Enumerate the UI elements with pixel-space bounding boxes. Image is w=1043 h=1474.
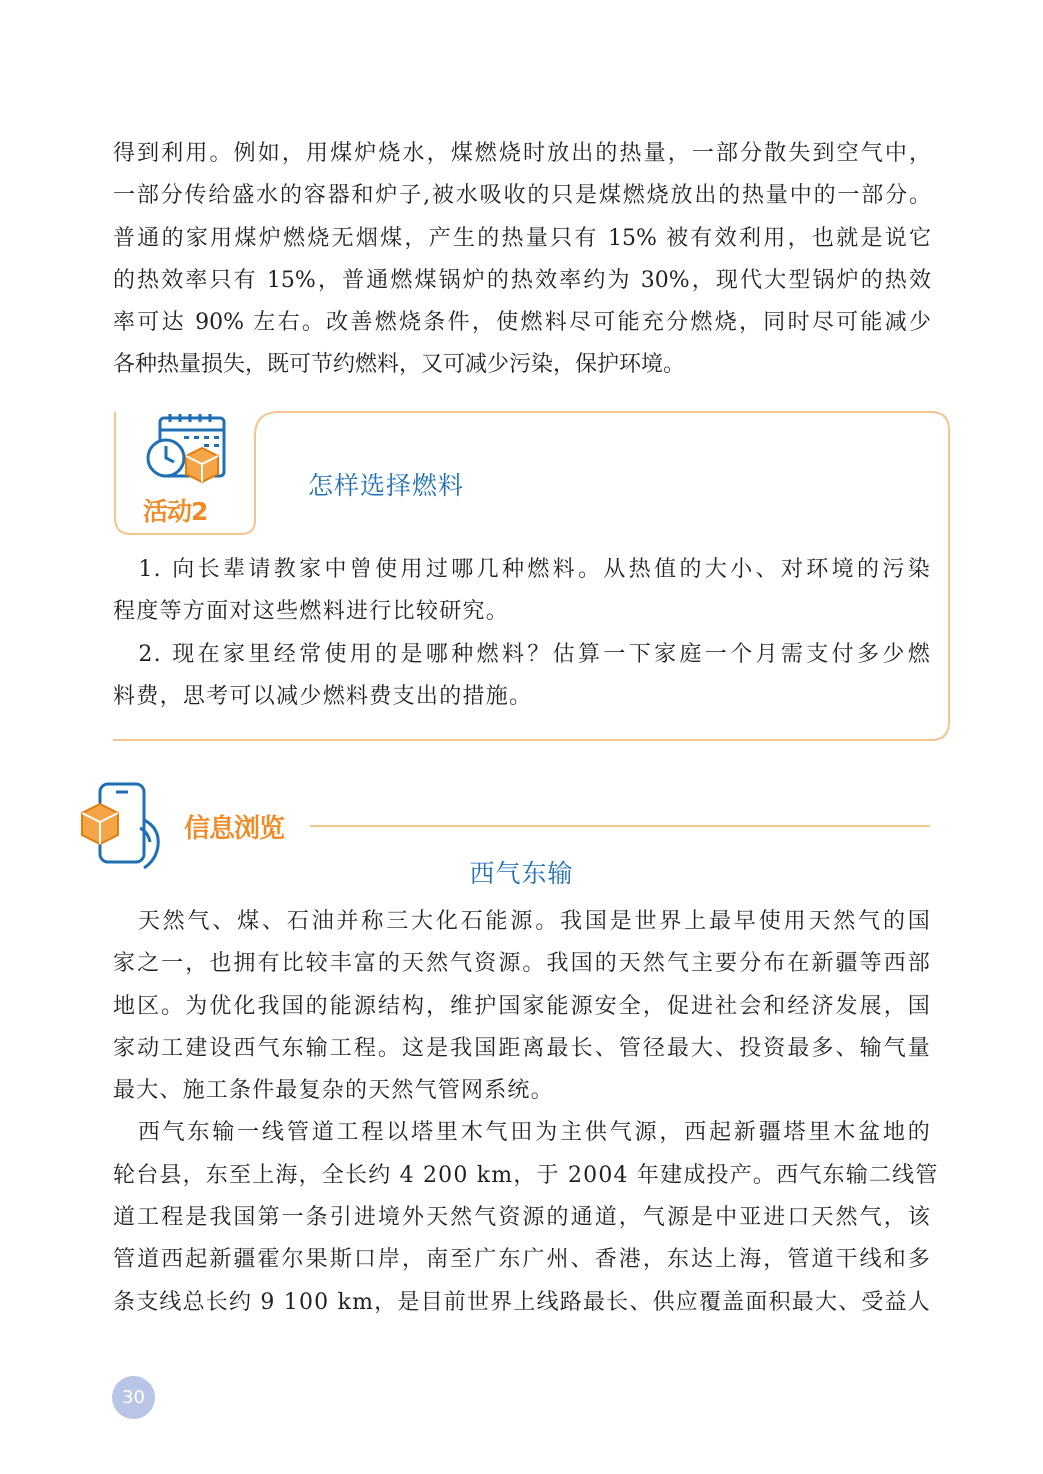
activity-title: 怎样选择燃料 [308, 471, 465, 500]
text-line: 普通的家用煤炉燃烧无烟煤，产生的热量只有 15% 被有效利用，也就是说它 [113, 225, 931, 251]
text-line: 得到利用。例如，用煤炉烧水，煤燃烧时放出的热量，一部分散失到空气中， [113, 141, 931, 166]
text-line: 西气东输一线管道工程以塔里木气田为主供气源，西起新疆塔里木盆地的 [113, 1120, 931, 1146]
text-line: 最大、施工条件最复杂的天然气管网系统。 [113, 1078, 554, 1104]
text-line: 各种热量损失，既可节约燃料，又可减少污染，保护环境。 [113, 352, 686, 378]
calendar-clock-box-icon [144, 412, 228, 488]
text-line: 率可达 90% 左右。改善燃烧条件，使燃料尽可能充分燃烧，同时尽可能减少 [113, 310, 931, 336]
page-number: 30 [112, 1376, 155, 1419]
text-line: 程度等方面对这些燃料进行比较研究。 [113, 599, 510, 625]
text-line: 1. 向长辈请教家中曾使用过哪几种燃料。从热值的大小、对环境的污染 [113, 557, 931, 582]
text-line: 管道西起新疆霍尔果斯口岸，南至广东广州、香港，东达上海，管道干线和多 [113, 1247, 931, 1273]
activity-label: 活动2 [143, 497, 208, 526]
text-line: 一部分传给盛水的容器和炉子,被水吸收的只是煤燃烧放出的热量中的一部分。 [113, 183, 931, 209]
text-line: 2. 现在家里经常使用的是哪种燃料？估算一下家庭一个月需支付多少燃 [113, 641, 931, 667]
text-line: 天然气、煤、石油并称三大化石能源。我国是世界上最早使用天然气的国 [113, 909, 931, 934]
info-title: 西气东输 [469, 859, 574, 888]
text-line: 家之一，也拥有比较丰富的天然气资源。我国的天然气主要分布在新疆等西部 [113, 951, 931, 977]
intro-paragraph [113, 133, 931, 387]
info-divider [310, 825, 930, 827]
text-line: 地区。为优化我国的能源结构，维护国家能源安全，促进社会和经济发展，国 [113, 993, 931, 1019]
text-line: 的热效率只有 15%，普通燃煤锅炉的热效率约为 30%，现代大型锅炉的热效 [113, 267, 931, 293]
text-line: 料费，思考可以减少燃料费支出的措施。 [113, 683, 533, 709]
activity-body [113, 549, 931, 718]
info-label: 信息浏览 [184, 814, 285, 844]
text-line: 条支线总长约 9 100 km，是目前世界上线路最长、供应覆盖面积最大、受益人 [113, 1289, 931, 1315]
text-line: 家动工建设西气东输工程。这是我国距离最长、管径最大、投资最多、输气量 [113, 1035, 931, 1061]
info-body [113, 901, 939, 1324]
text-line: 道工程是我国第一条引进境外天然气资源的通道，气源是中亚进口天然气，该 [113, 1205, 931, 1231]
text-line: 轮台县，东至上海，全长约 4 200 km，于 2004 年建成投产。西气东输二线管 [113, 1162, 939, 1188]
